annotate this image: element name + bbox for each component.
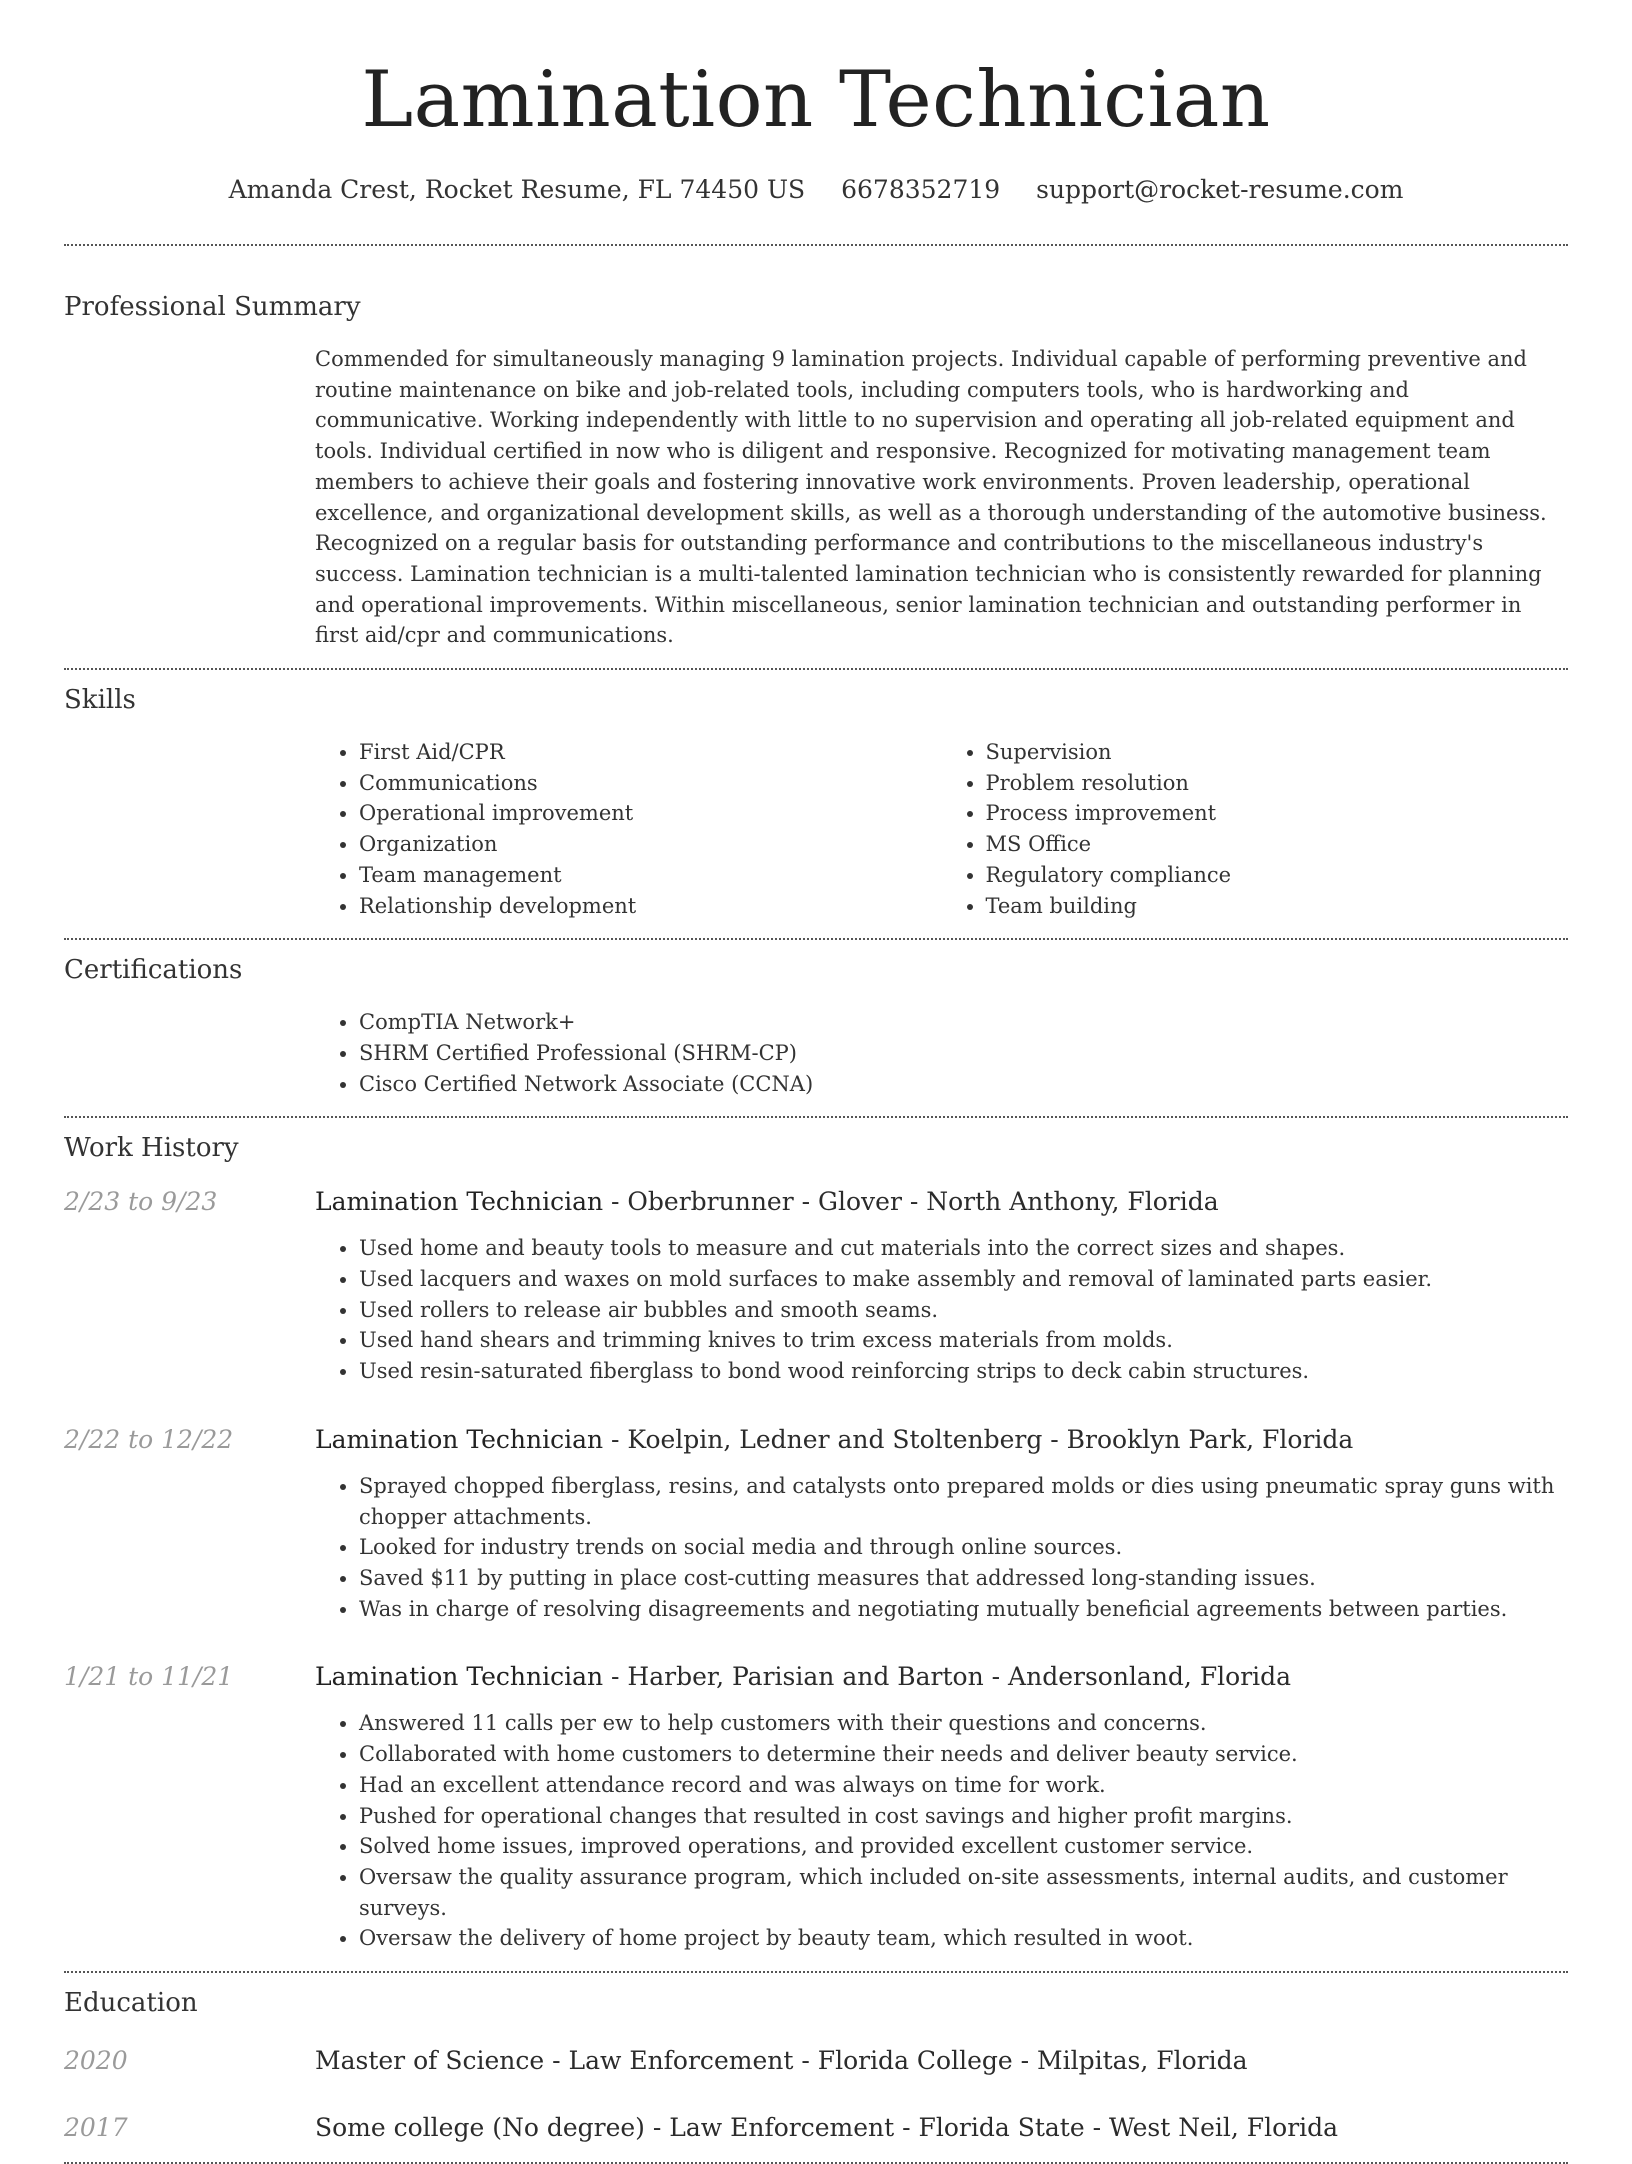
- skill-item: • MS Office: [986, 829, 1569, 860]
- job-bullets: [315, 1708, 1568, 1954]
- skills-heading: Skills: [64, 685, 136, 716]
- skill-item: • Supervision: [986, 737, 1569, 768]
- skill-item: • Relationship development: [359, 891, 942, 922]
- education-entry: [64, 2044, 1568, 2078]
- education-entry: [64, 2111, 1568, 2145]
- job-bullet: • Answered 11 calls per ew to help customers with their questions and concerns.: [359, 1708, 1568, 1739]
- divider: [64, 668, 1568, 670]
- job-bullet-list: [315, 1471, 1568, 1625]
- contact-email: support@rocket-resume.com: [1036, 175, 1404, 204]
- certifications-section: [64, 953, 1568, 1099]
- job-bullet: • Was in charge of resolving disagreements and negotiating mutually beneficial agreements between parties.: [359, 1594, 1568, 1625]
- education-section: [64, 1986, 1568, 2145]
- education-text: Master of Science - Law Enforcement - Florida College - Milpitas, Florida: [315, 2046, 1248, 2076]
- skills-list-right: [942, 737, 1569, 921]
- job-title: [315, 1660, 1568, 1694]
- skill-item: • Process improvement: [986, 798, 1569, 829]
- work-heading: Work History: [64, 1133, 239, 1164]
- job-dates: 1/21 to 11/21: [64, 1662, 234, 1692]
- job-bullet: • Oversaw the quality assurance program, which included on-site assessments, internal audits, and customer surveys.: [359, 1862, 1568, 1923]
- education-year: 2017: [64, 2113, 128, 2143]
- job-entry: [64, 1185, 1568, 1387]
- summary-heading: Professional Summary: [64, 292, 361, 322]
- certifications-heading: Certifications: [64, 955, 243, 986]
- skill-item: • Problem resolution: [986, 768, 1569, 799]
- contact-phone: 6678352719: [841, 175, 1001, 204]
- resume-page: [64, 0, 1568, 2164]
- job-bullet: • Used resin-saturated fiberglass to bond wood reinforcing strips to deck cabin structures.: [359, 1356, 1568, 1387]
- summary-section: [64, 290, 1568, 651]
- certification-item: • CompTIA Network+: [359, 1007, 1568, 1038]
- skill-item: • Regulatory compliance: [986, 860, 1569, 891]
- job-bullet: • Saved $11 by putting in place cost-cutting measures that addressed long-standing issues.: [359, 1563, 1568, 1594]
- skill-item: • Organization: [359, 829, 942, 860]
- job-role: Lamination Technician: [315, 1662, 604, 1692]
- skills-section: [64, 683, 1568, 921]
- work-section: [64, 1131, 1568, 1954]
- skill-item: • Operational improvement: [359, 798, 942, 829]
- job-details: - Oberbrunner - Glover - North Anthony, Florida: [603, 1187, 1219, 1217]
- resume-title: Lamination Technician: [361, 55, 1271, 145]
- education-heading: Education: [64, 1988, 198, 2019]
- certifications-body: [315, 1007, 1568, 1099]
- job-bullet: • Collaborated with home customers to determine their needs and deliver beauty service.: [359, 1739, 1568, 1770]
- certification-item: • Cisco Certified Network Associate (CCNA): [359, 1069, 1568, 1100]
- job-role: Lamination Technician: [315, 1187, 604, 1217]
- skill-item: • First Aid/CPR: [359, 737, 942, 768]
- contact-line: [64, 174, 1568, 206]
- job-bullet-list: [315, 1708, 1568, 1954]
- contact-address: Amanda Crest, Rocket Resume, FL 74450 US: [228, 175, 806, 204]
- skills-list-left: [315, 737, 942, 921]
- skill-item: • Team management: [359, 860, 942, 891]
- job-bullet: • Looked for industry trends on social media and through online sources.: [359, 1532, 1568, 1563]
- job-bullet: • Pushed for operational changes that resulted in cost savings and higher profit margins.: [359, 1801, 1568, 1832]
- job-title: [315, 1423, 1568, 1457]
- divider: [64, 244, 1568, 246]
- job-title: [315, 1185, 1568, 1219]
- job-bullet: • Had an excellent attendance record and was always on time for work.: [359, 1770, 1568, 1801]
- job-bullets: [315, 1471, 1568, 1625]
- job-bullet: • Used rollers to release air bubbles and smooth seams.: [359, 1295, 1568, 1326]
- skills-grid: [315, 737, 1568, 921]
- summary-text: Commended for simultaneously managing 9 lamination projects. Individual capable of performing preventive and routine maintenance on bike and job-related tools, including computers tools, who is hardworking and communicative. Working independently with little to no supervision and operating all job-related equipment and tools. Individual certified in now who is diligent and responsive. Recognized for motivating management team members to achieve their goals and fostering innovative work environments. Proven leadership, operational excellence, and organizational development skills, as well as a thorough understanding of the automotive business. Recognized on a regular basis for outstanding performance and contributions to the miscellaneous industry's success. Lamination technician is a multi-talented lamination technician who is consistently rewarded for planning and operational improvements. Within miscellaneous, senior lamination technician and outstanding performer in first aid/cpr and communications.: [315, 347, 1547, 648]
- job-bullet: • Solved home issues, improved operations, and provided excellent customer service.: [359, 1831, 1568, 1862]
- certifications-list: [315, 1007, 1568, 1099]
- divider: [64, 1971, 1568, 1973]
- job-entry: [64, 1423, 1568, 1625]
- skill-item: • Communications: [359, 768, 942, 799]
- job-bullet: • Oversaw the delivery of home project by beauty team, which resulted in woot.: [359, 1923, 1568, 1954]
- divider: [64, 938, 1568, 940]
- certification-item: • SHRM Certified Professional (SHRM-CP): [359, 1038, 1568, 1069]
- job-details: - Koelpin, Ledner and Stoltenberg - Brooklyn Park, Florida: [603, 1424, 1354, 1454]
- job-bullet: • Used home and beauty tools to measure and cut materials into the correct sizes and shapes.: [359, 1233, 1568, 1264]
- job-bullet-list: [315, 1233, 1568, 1387]
- skill-item: • Team building: [986, 891, 1569, 922]
- job-bullets: [315, 1233, 1568, 1387]
- job-role: Lamination Technician: [315, 1424, 604, 1454]
- education-text: Some college (No degree) - Law Enforcement - Florida State - West Neil, Florida: [315, 2113, 1339, 2143]
- job-dates: 2/23 to 9/23: [64, 1187, 218, 1217]
- job-bullet: • Used lacquers and waxes on mold surfaces to make assembly and removal of laminated parts easier.: [359, 1264, 1568, 1295]
- job-bullet: • Sprayed chopped fiberglass, resins, and catalysts onto prepared molds or dies using pneumatic spray guns with chopper attachments.: [359, 1471, 1568, 1532]
- job-bullet: • Used hand shears and trimming knives to trim excess materials from molds.: [359, 1325, 1568, 1356]
- job-details: - Harber, Parisian and Barton - Andersonland, Florida: [603, 1662, 1292, 1692]
- job-dates: 2/22 to 12/22: [64, 1424, 234, 1454]
- divider: [64, 1116, 1568, 1118]
- job-entry: [64, 1660, 1568, 1954]
- education-year: 2020: [64, 2046, 128, 2076]
